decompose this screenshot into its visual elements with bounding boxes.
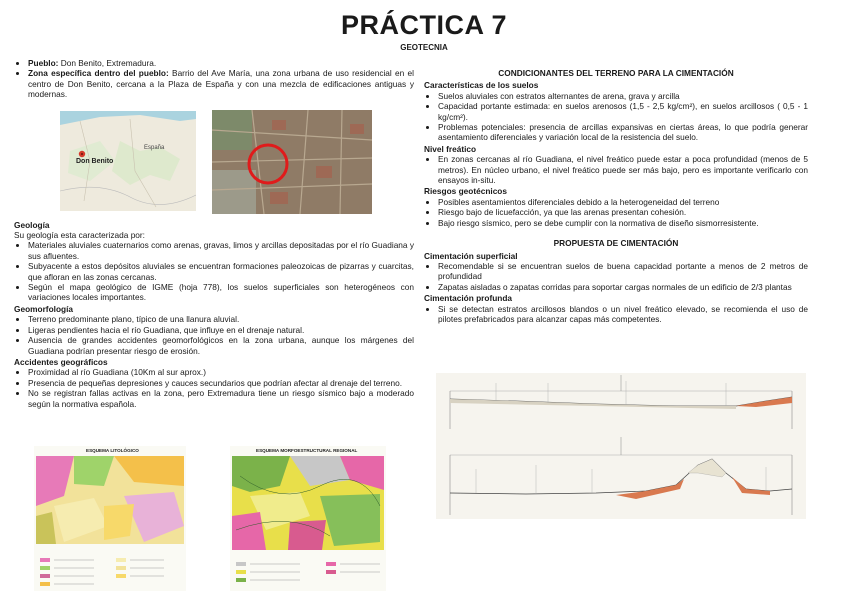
riesgos-list: [424, 197, 808, 228]
intro-zona: [28, 68, 414, 99]
list-item: • Posibles asentamientos diferenciales debido a la heterogeneidad del terreno: [438, 197, 808, 207]
geologia-heading: Geología: [14, 219, 50, 230]
intro-pueblo: [28, 58, 414, 68]
list-item: • Ligeras pendientes hacia el río Guadiana, que influye en el drenaje natural.: [28, 325, 414, 335]
list-item: • Proximidad al río Guadiana (10Km al sur aprox.): [28, 367, 414, 377]
zona-value: Barrio del Ave María, una zona urbana de uso residencial en el centro de Don Benito, cercana a la Plaza de España y con una mezcla de edificaciones antiguas y modernas.: [28, 68, 414, 100]
lithology-title: ESQUEMA LITOLÓGICO: [86, 448, 139, 453]
morphostructural-title: ESQUEMA MORFOESTRUCTURAL REGIONAL: [256, 448, 358, 453]
list-item: • Si se detectan estratos arcillosos blandos o un nivel freático elevado, se recomienda el uso de pilotes prefabricados para alcanzar capas más competentes.: [438, 304, 808, 325]
list-item: • Bajo riesgo sísmico, pero se debe cumplir con la normativa de diseño sismorresistente.: [438, 218, 808, 228]
list-item: • Materiales aluviales cuaternarios como arenas, gravas, limos y arcillas depositadas por el río Guadiana y sus afluentes.: [28, 240, 414, 261]
list-item: • Subyacente a estos depósitos aluviales se encuentran formaciones paleozoicas de pizarras y cuarcitas, que afloran en las zonas cercanas.: [28, 261, 414, 282]
intro-list: [14, 58, 414, 100]
region-map: [60, 111, 196, 211]
geologia-list: [14, 240, 414, 302]
accidentes-heading: Accidentes geográficos: [14, 356, 108, 367]
freatico-heading: Nivel freático: [424, 143, 477, 154]
list-item: • Terreno predominante plano, típico de una llanura aluvial.: [28, 314, 414, 324]
list-item: • Presencia de pequeñas depresiones y cauces secundarios que podrían afectar al drenaje del terreno.: [28, 378, 414, 388]
cross-sections: [436, 373, 806, 519]
list-item: • Problemas potenciales: presencia de arcillas expansivas en ciertas áreas, lo que podría generar asentamiento diferenciales y variación local de la resistencia del suelo.: [438, 122, 808, 143]
geomorfologia-heading: Geomorfología: [14, 303, 74, 314]
map-place-label: Don Benito: [76, 157, 114, 165]
page-title: PRÁCTICA 7: [340, 10, 507, 40]
geomorfologia-list: [14, 314, 414, 356]
suelos-heading: Características de los suelos: [424, 80, 539, 91]
left-column: [14, 58, 414, 409]
profunda-list: [424, 304, 808, 325]
propuesta-heading: PROPUESTA DE CIMENTACIÓN: [553, 238, 679, 249]
list-item: • Riesgo bajo de licuefacción, ya que las arenas presentan cohesión.: [438, 207, 808, 217]
lithology-map: [34, 446, 186, 591]
satellite-map: [212, 110, 372, 214]
accidentes-list: [14, 367, 414, 409]
list-item: • Recomendable si se encuentran suelos de buena capacidad portante a menos de 2 metros de profundidad: [438, 261, 808, 282]
superficial-list: [424, 261, 808, 292]
zona-label: Zona específica dentro del pueblo:: [28, 68, 169, 79]
suelos-list: [424, 91, 808, 143]
pueblo-value: Don Benito, Extremadura.: [58, 58, 157, 68]
right-column: [424, 66, 808, 324]
superficial-heading: Cimentación superficial: [424, 250, 518, 261]
list-item: • Suelos aluviales con estratos alternantes de arena, grava y arcilla: [438, 91, 808, 101]
freatico-list: [424, 154, 808, 185]
pueblo-label: Pueblo:: [28, 58, 59, 68]
list-item: • Zapatas aisladas o zapatas corridas para soportar cargas normales de un edificio de 2/3 plantas: [438, 282, 808, 292]
map-country-label: España: [144, 144, 165, 151]
riesgos-heading: Riesgos geotécnicos: [424, 186, 507, 197]
condicionantes-heading: CONDICIONANTES DEL TERRENO PARA LA CIMENTACIÓN: [498, 68, 734, 78]
geologia-lead: Su geología esta caracterizada por:: [14, 230, 145, 241]
location-images: [14, 110, 414, 214]
list-item: • Según el mapa geológico de IGME (hoja 778), los suelos superficiales son heterogéneos con variaciones locales importantes.: [28, 282, 414, 303]
page-subtitle: GEOTECNIA: [400, 43, 448, 52]
profunda-heading: Cimentación profunda: [424, 293, 513, 304]
list-item: • Ausencia de grandes accidentes geomorfológicos en la zona urbana, aunque los márgenes del Guadiana podrían presentar riesgo de erosión.: [28, 335, 414, 356]
morphostructural-map: [230, 446, 386, 591]
list-item: • Capacidad portante estimada: en suelos arenosos (1,5 - 2,5 kg/cm²), en suelos arcillosos ( 0,5 - 1 kg/cm²).: [438, 101, 808, 122]
list-item: • En zonas cercanas al río Guadiana, el nivel freático puede estar a poca profundidad (menos de 5 metros). En núcleo urbano, el nivel freático puede ser más bajo, pero es importante verificarlo con ensayos in-situ.: [438, 154, 808, 185]
list-item: • No se registran fallas activas en la zona, pero Extremadura tiene un riesgo sísmico bajo a moderado según la normativa española.: [28, 388, 414, 409]
